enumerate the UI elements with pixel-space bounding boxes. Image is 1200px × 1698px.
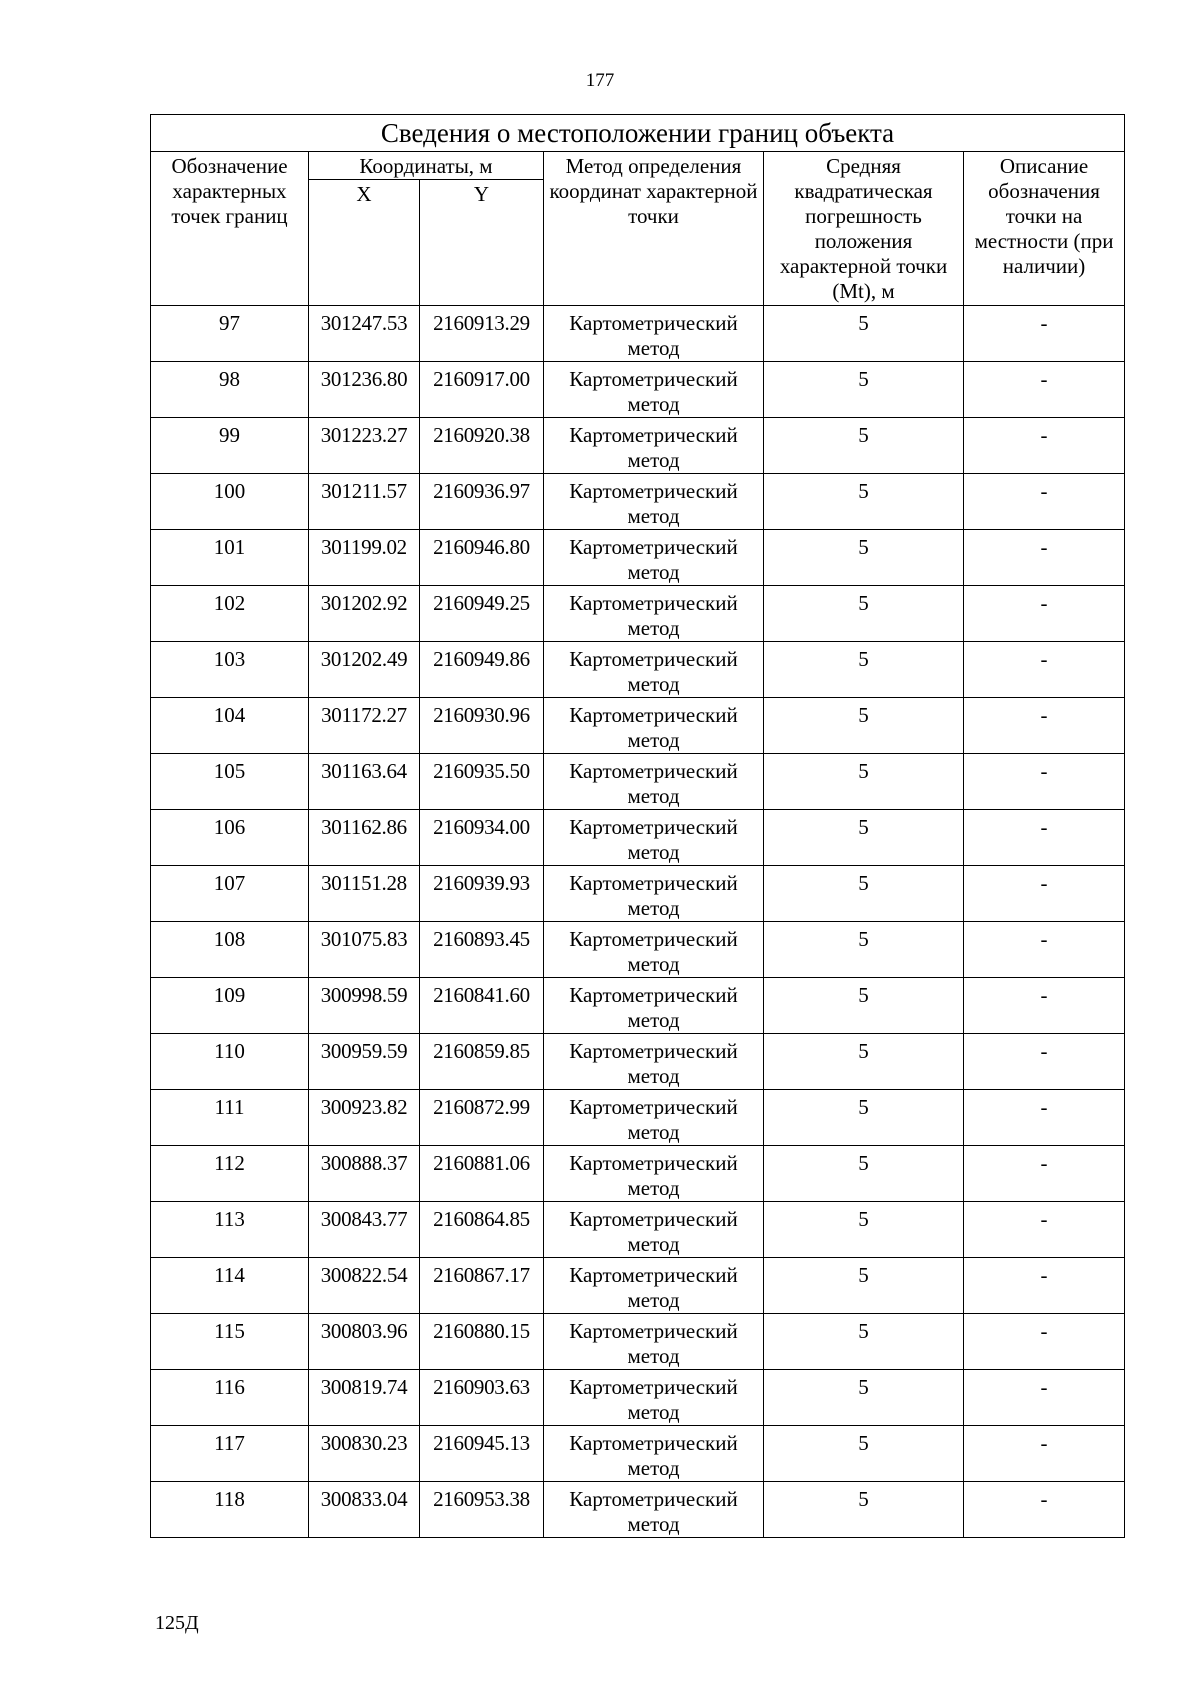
cell-point: 113	[151, 1202, 309, 1258]
cell-accuracy: 5	[764, 866, 964, 922]
cell-method: Картометрический метод	[544, 642, 764, 698]
cell-description: -	[964, 1258, 1125, 1314]
cell-description: -	[964, 810, 1125, 866]
header-point: Обозначение характерных точек границ	[151, 152, 309, 306]
cell-y: 2160859.85	[420, 1034, 544, 1090]
cell-x: 300888.37	[309, 1146, 420, 1202]
cell-description: -	[964, 1146, 1125, 1202]
cell-x: 301162.86	[309, 810, 420, 866]
cell-method: Картометрический метод	[544, 866, 764, 922]
page-number: 177	[585, 70, 615, 91]
cell-y: 2160893.45	[420, 922, 544, 978]
cell-point: 107	[151, 866, 309, 922]
cell-y: 2160841.60	[420, 978, 544, 1034]
cell-description: -	[964, 754, 1125, 810]
cell-y: 2160945.13	[420, 1426, 544, 1482]
table-row	[151, 642, 1125, 698]
cell-method: Картометрический метод	[544, 418, 764, 474]
cell-accuracy: 5	[764, 1146, 964, 1202]
cell-description: -	[964, 978, 1125, 1034]
cell-point: 114	[151, 1258, 309, 1314]
header-description: Описание обозначения точки на местности (при наличии)	[964, 152, 1125, 306]
cell-method: Картометрический метод	[544, 1146, 764, 1202]
cell-method: Картометрический метод	[544, 1034, 764, 1090]
footer-code: 125Д	[155, 1612, 199, 1634]
cell-y: 2160880.15	[420, 1314, 544, 1370]
cell-y: 2160946.80	[420, 530, 544, 586]
cell-point: 109	[151, 978, 309, 1034]
cell-point: 98	[151, 362, 309, 418]
cell-accuracy: 5	[764, 922, 964, 978]
cell-x: 300819.74	[309, 1370, 420, 1426]
cell-y: 2160930.96	[420, 698, 544, 754]
cell-x: 300959.59	[309, 1034, 420, 1090]
cell-method: Картометрический метод	[544, 978, 764, 1034]
cell-y: 2160917.00	[420, 362, 544, 418]
cell-accuracy: 5	[764, 418, 964, 474]
table-title: Сведения о местоположении границ объекта	[151, 115, 1125, 152]
cell-point: 106	[151, 810, 309, 866]
cell-accuracy: 5	[764, 530, 964, 586]
cell-accuracy: 5	[764, 1370, 964, 1426]
cell-point: 118	[151, 1482, 309, 1538]
table-row	[151, 530, 1125, 586]
cell-point: 117	[151, 1426, 309, 1482]
cell-x: 301151.28	[309, 866, 420, 922]
table-row	[151, 698, 1125, 754]
cell-method: Картометрический метод	[544, 1370, 764, 1426]
cell-description: -	[964, 642, 1125, 698]
cell-point: 108	[151, 922, 309, 978]
cell-y: 2160864.85	[420, 1202, 544, 1258]
cell-method: Картометрический метод	[544, 530, 764, 586]
cell-method: Картометрический метод	[544, 362, 764, 418]
cell-point: 101	[151, 530, 309, 586]
cell-description: -	[964, 306, 1125, 362]
cell-y: 2160953.38	[420, 1482, 544, 1538]
cell-description: -	[964, 1426, 1125, 1482]
cell-accuracy: 5	[764, 642, 964, 698]
cell-y: 2160920.38	[420, 418, 544, 474]
cell-y: 2160872.99	[420, 1090, 544, 1146]
cell-x: 301163.64	[309, 754, 420, 810]
cell-point: 99	[151, 418, 309, 474]
cell-point: 97	[151, 306, 309, 362]
cell-x: 300923.82	[309, 1090, 420, 1146]
cell-y: 2160949.25	[420, 586, 544, 642]
cell-method: Картометрический метод	[544, 698, 764, 754]
cell-method: Картометрический метод	[544, 1258, 764, 1314]
table-row	[151, 1482, 1125, 1538]
cell-y: 2160881.06	[420, 1146, 544, 1202]
cell-y: 2160935.50	[420, 754, 544, 810]
cell-x: 301223.27	[309, 418, 420, 474]
cell-x: 301075.83	[309, 922, 420, 978]
cell-y: 2160867.17	[420, 1258, 544, 1314]
cell-description: -	[964, 418, 1125, 474]
cell-accuracy: 5	[764, 362, 964, 418]
table-row	[151, 1202, 1125, 1258]
cell-x: 300822.54	[309, 1258, 420, 1314]
cell-point: 103	[151, 642, 309, 698]
cell-accuracy: 5	[764, 306, 964, 362]
cell-accuracy: 5	[764, 1482, 964, 1538]
cell-method: Картометрический метод	[544, 810, 764, 866]
table-row	[151, 418, 1125, 474]
cell-accuracy: 5	[764, 1034, 964, 1090]
cell-point: 111	[151, 1090, 309, 1146]
cell-x: 301172.27	[309, 698, 420, 754]
table-row	[151, 474, 1125, 530]
cell-x: 301199.02	[309, 530, 420, 586]
cell-y: 2160949.86	[420, 642, 544, 698]
table-row	[151, 1426, 1125, 1482]
cell-method: Картометрический метод	[544, 474, 764, 530]
cell-point: 102	[151, 586, 309, 642]
cell-x: 301202.92	[309, 586, 420, 642]
cell-accuracy: 5	[764, 474, 964, 530]
cell-x: 300803.96	[309, 1314, 420, 1370]
cell-point: 104	[151, 698, 309, 754]
cell-accuracy: 5	[764, 1258, 964, 1314]
table-row	[151, 978, 1125, 1034]
cell-accuracy: 5	[764, 1426, 964, 1482]
table-row	[151, 1258, 1125, 1314]
table-row	[151, 1146, 1125, 1202]
cell-x: 300833.04	[309, 1482, 420, 1538]
cell-x: 300998.59	[309, 978, 420, 1034]
cell-method: Картометрический метод	[544, 922, 764, 978]
cell-point: 100	[151, 474, 309, 530]
cell-accuracy: 5	[764, 810, 964, 866]
header-y: Y	[420, 180, 544, 306]
cell-description: -	[964, 866, 1125, 922]
cell-description: -	[964, 474, 1125, 530]
cell-description: -	[964, 1482, 1125, 1538]
table-body	[151, 306, 1125, 1538]
cell-point: 105	[151, 754, 309, 810]
cell-method: Картометрический метод	[544, 1202, 764, 1258]
cell-accuracy: 5	[764, 1090, 964, 1146]
cell-point: 110	[151, 1034, 309, 1090]
cell-method: Картометрический метод	[544, 754, 764, 810]
cell-method: Картометрический метод	[544, 1426, 764, 1482]
cell-x: 301247.53	[309, 306, 420, 362]
header-x: X	[309, 180, 420, 306]
cell-method: Картометрический метод	[544, 586, 764, 642]
cell-y: 2160936.97	[420, 474, 544, 530]
cell-x: 300843.77	[309, 1202, 420, 1258]
cell-point: 115	[151, 1314, 309, 1370]
cell-description: -	[964, 362, 1125, 418]
cell-description: -	[964, 586, 1125, 642]
cell-accuracy: 5	[764, 698, 964, 754]
cell-y: 2160903.63	[420, 1370, 544, 1426]
cell-accuracy: 5	[764, 978, 964, 1034]
table-row	[151, 586, 1125, 642]
cell-description: -	[964, 922, 1125, 978]
table-row	[151, 1314, 1125, 1370]
cell-method: Картометрический метод	[544, 1090, 764, 1146]
cell-y: 2160913.29	[420, 306, 544, 362]
table-row	[151, 1370, 1125, 1426]
cell-x: 301236.80	[309, 362, 420, 418]
header-method: Метод определения координат характерной точки	[544, 152, 764, 306]
cell-method: Картометрический метод	[544, 1314, 764, 1370]
table-row	[151, 1090, 1125, 1146]
table-row	[151, 922, 1125, 978]
cell-x: 300830.23	[309, 1426, 420, 1482]
cell-accuracy: 5	[764, 586, 964, 642]
table-row	[151, 810, 1125, 866]
cell-description: -	[964, 698, 1125, 754]
header-coordinates: Координаты, м	[309, 152, 544, 180]
cell-description: -	[964, 530, 1125, 586]
cell-point: 116	[151, 1370, 309, 1426]
boundary-coordinates-table	[150, 114, 1125, 1538]
cell-accuracy: 5	[764, 1314, 964, 1370]
table-row	[151, 754, 1125, 810]
table-row	[151, 1034, 1125, 1090]
cell-description: -	[964, 1202, 1125, 1258]
cell-method: Картометрический метод	[544, 1482, 764, 1538]
table-row	[151, 362, 1125, 418]
cell-x: 301202.49	[309, 642, 420, 698]
cell-method: Картометрический метод	[544, 306, 764, 362]
cell-description: -	[964, 1090, 1125, 1146]
cell-description: -	[964, 1034, 1125, 1090]
cell-y: 2160939.93	[420, 866, 544, 922]
cell-accuracy: 5	[764, 1202, 964, 1258]
cell-x: 301211.57	[309, 474, 420, 530]
cell-point: 112	[151, 1146, 309, 1202]
table-row	[151, 866, 1125, 922]
cell-accuracy: 5	[764, 754, 964, 810]
cell-description: -	[964, 1370, 1125, 1426]
header-accuracy: Средняя квадратическая погрешность положения характерной точки (Mt), м	[764, 152, 964, 306]
table-row	[151, 306, 1125, 362]
cell-description: -	[964, 1314, 1125, 1370]
cell-y: 2160934.00	[420, 810, 544, 866]
